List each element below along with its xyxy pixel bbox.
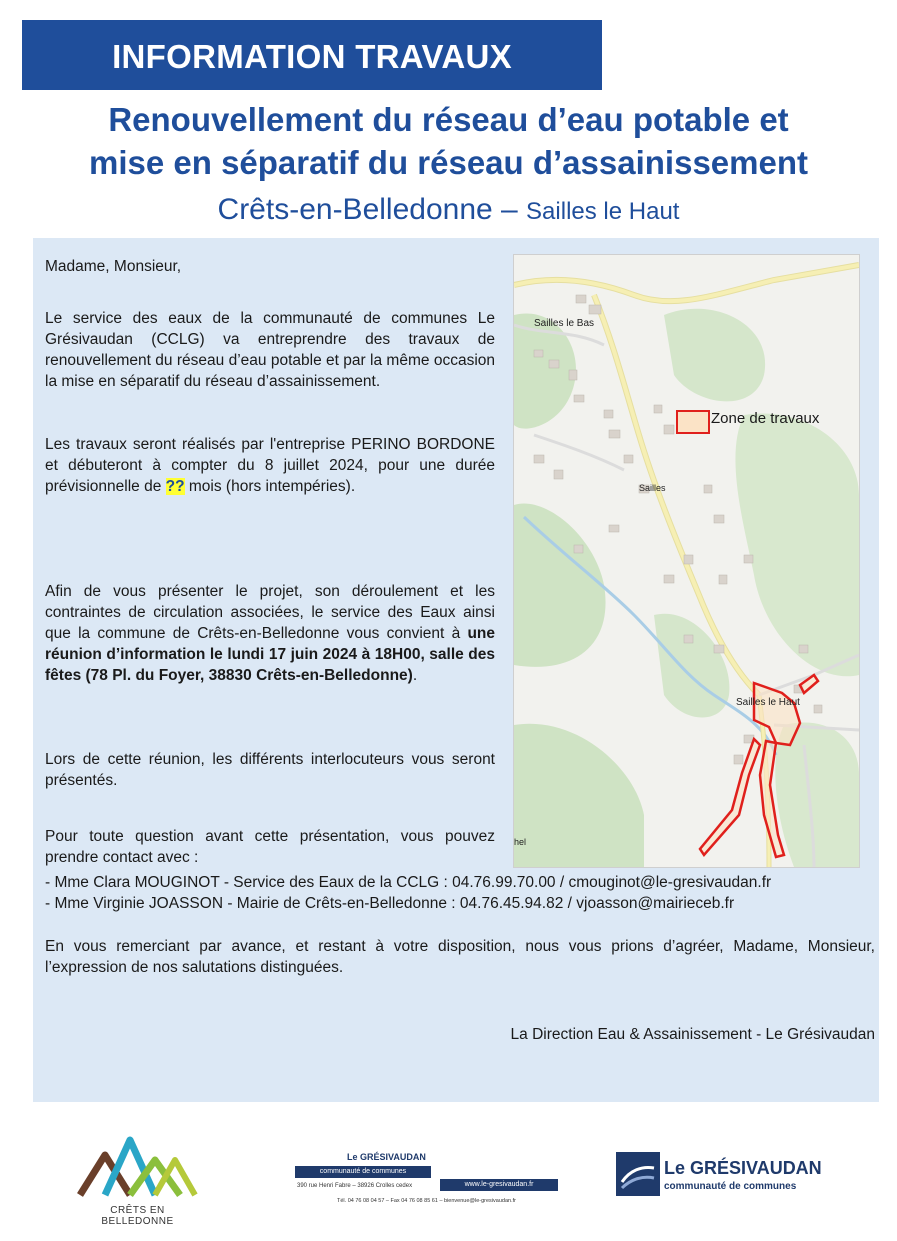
mountain-logo-icon	[75, 1130, 200, 1200]
logo3-title: Le GRÉSIVAUDAN	[664, 1158, 822, 1178]
paragraph-schedule	[45, 434, 495, 497]
map-label-sailles-le-haut: Sailles le Haut	[736, 697, 800, 708]
logo2-address: 390 rue Henri Fabre – 38926 Crolles cedex	[297, 1183, 413, 1189]
schedule-text: Les travaux seront réalisés par l'entreprise PERINO BORDONE et débuteront à compter du 8 juillet 2024, pour une durée prévisionnelle de	[45, 436, 495, 495]
location-sub: Sailles le Haut	[526, 198, 680, 225]
letter-panel	[33, 238, 879, 1102]
logo2-title: Le GRÉSIVAUDAN	[347, 1152, 426, 1162]
contact-virginie: - Mme Virginie JOASSON - Mairie de Crêts-en-Belledonne : 04.76.45.94.82 / vjoasson@mairieceb.fr	[45, 895, 735, 912]
meeting-text: Afin de vous présenter le projet, son déroulement et les contraintes de circulation associées, le service des Eaux ainsi que la commune de Crêts-en-Belledonne vous convient à	[45, 583, 495, 642]
paragraph-meeting	[45, 581, 495, 686]
map-label-sailles: Sailles	[639, 483, 666, 493]
map-label-sailles-le-bas: Sailles le Bas	[534, 318, 595, 329]
map-label-hel: hel	[514, 837, 527, 847]
banner-title: INFORMATION TRAVAUX	[112, 38, 512, 75]
legend-swatch	[676, 410, 710, 434]
logo-gresivaudan-contact	[295, 1152, 560, 1212]
logo3-sub: communauté de communes	[664, 1181, 797, 1192]
schedule-text-end: mois (hors intempéries).	[184, 478, 356, 495]
location-main: Crêts-en-Belledonne	[217, 193, 493, 226]
page-title-line2: mise en séparatif du réseau d’assainissement	[89, 144, 808, 181]
map-graphic	[514, 255, 859, 867]
closing-paragraph: En vous remerciant par avance, et restant à votre disposition, nous vous prions d’agréer, Madame, Monsieur, l’expression de nos salutations distinguées.	[45, 938, 875, 976]
meeting-details: une réunion d’information le lundi 17 juin 2024 à 18H00, salle des fêtes (78 Pl. du Foyer, 38830 Crêts-en-Belledonne)	[45, 625, 495, 684]
location-dash: –	[492, 193, 527, 226]
paragraph-intro: Le service des eaux de la communauté de communes Le Grésivaudan (CCLG) va entreprendre des travaux de renouvellement du réseau d’eau potable et par la même occasion la mise en séparatif du réseau d’assainissement.	[45, 310, 495, 390]
contact-clara: - Mme Clara MOUGINOT - Service des Eaux de la CCLG : 04.76.99.70.00 / cmouginot@le-gresivaudan.fr	[45, 874, 772, 891]
logo-crets-en-belledonne	[75, 1130, 200, 1227]
legend-label: Zone de travaux	[711, 410, 820, 427]
logo2-web: www.le-gresivaudan.fr	[440, 1179, 558, 1191]
header-banner	[22, 20, 602, 90]
logo2-contact: Tél. 04 76 08 04 57 – Fax 04 76 08 85 61 – bienvenue@le-gresivaudan.fr	[337, 1198, 516, 1204]
logo-gresivaudan	[616, 1152, 822, 1197]
meeting-end: .	[412, 667, 418, 684]
logo2-sub: communauté de communes	[295, 1166, 431, 1178]
duration-placeholder: ??	[165, 478, 185, 495]
signature: La Direction Eau & Assainissement - Le Grésivaudan	[510, 1026, 875, 1043]
paragraph-speakers: Lors de cette réunion, les différents interlocuteurs vous seront présentés.	[45, 751, 495, 789]
gresivaudan-emblem-icon	[616, 1152, 660, 1196]
salutation: Madame, Monsieur,	[45, 258, 182, 275]
page-title-line1: Renouvellement du réseau d’eau potable et	[108, 101, 789, 138]
location-heading	[0, 193, 897, 227]
works-zone-map	[513, 254, 860, 868]
paragraph-contact: Pour toute question avant cette présentation, vous pouvez prendre contact avec :	[45, 828, 495, 866]
logo1-text: CRÊTS EN BELLEDONNE	[101, 1205, 174, 1227]
